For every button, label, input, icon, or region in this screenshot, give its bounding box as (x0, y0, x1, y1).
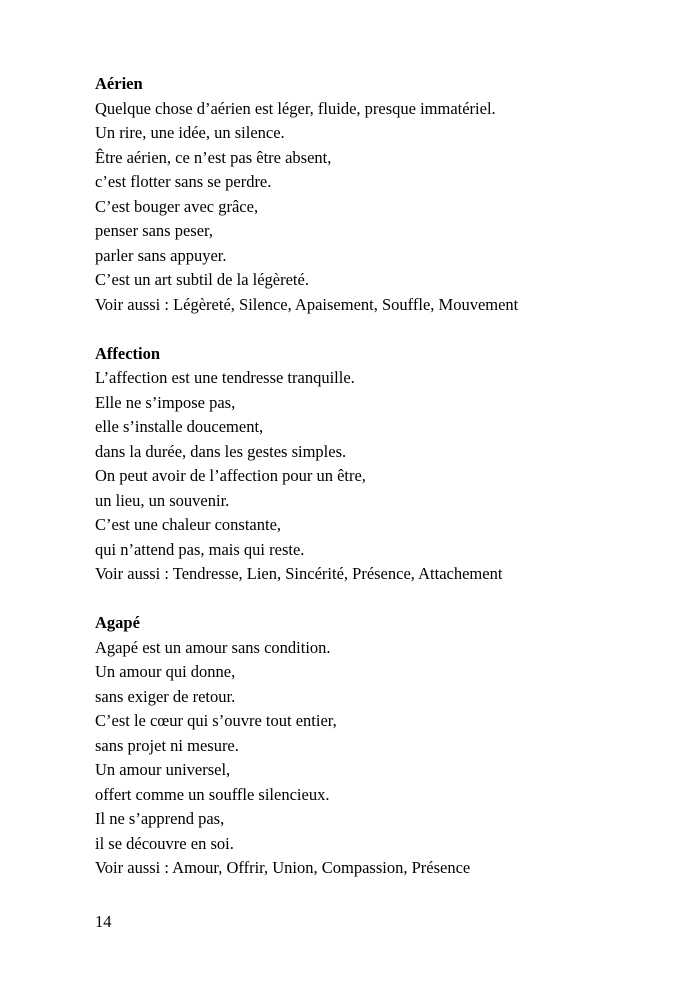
entry-line: Elle ne s’impose pas, (95, 392, 236, 412)
entry-line: Un rire, une idée, un silence. (95, 123, 285, 142)
entry-term: Agapé (95, 613, 140, 632)
entry-line: un lieu, un souvenir. (95, 490, 230, 510)
entry-line: parler sans appuyer. (95, 245, 227, 265)
entry-line: penser sans peser, (95, 221, 214, 240)
entry-line: C’est un art subtil de la légèreté. (95, 270, 309, 289)
entry-line: c’est flotter sans se perdre. (95, 172, 272, 191)
dictionary-entry-agape (95, 611, 640, 881)
entry-line: offert comme un souffle silencieux. (95, 784, 330, 804)
entry-line: Il ne s’apprend pas, (95, 809, 225, 828)
entry-term: Aérien (95, 74, 143, 93)
dictionary-entry-aerien (95, 72, 640, 317)
entry-line: Un amour universel, (95, 760, 231, 779)
entry-line: qui n’attend pas, mais qui reste. (95, 539, 305, 559)
entry-line: sans exiger de retour. (95, 686, 236, 706)
entry-line: Quelque chose d’aérien est léger, fluide, presque immatériel. (95, 98, 496, 118)
entry-line: sans projet ni mesure. (95, 735, 239, 755)
entry-line: Être aérien, ce n’est pas être absent, (95, 147, 332, 167)
dictionary-entry-affection (95, 342, 640, 587)
entry-line: dans la durée, dans les gestes simples. (95, 441, 347, 461)
page-content (95, 72, 640, 905)
entry-line: C’est le cœur qui s’ouvre tout entier, (95, 711, 337, 730)
entry-line: Un amour qui donne, (95, 662, 236, 681)
see-also-line: Voir aussi : Légèreté, Silence, Apaisement, Souffle, Mouvement (95, 294, 519, 314)
entry-line: il se découvre en soi. (95, 833, 234, 853)
entry-line: L’affection est une tendresse tranquille. (95, 368, 355, 387)
entry-term: Affection (95, 343, 161, 363)
entry-line: C’est bouger avec grâce, (95, 196, 259, 216)
entry-line: On peut avoir de l’affection pour un être, (95, 466, 366, 485)
see-also-line: Voir aussi : Tendresse, Lien, Sincérité, Présence, Attachement (95, 564, 503, 583)
entry-line: Agapé est un amour sans condition. (95, 637, 331, 657)
page-number: 14 (95, 912, 112, 931)
entry-line: C’est une chaleur constante, (95, 515, 282, 534)
see-also-line: Voir aussi : Amour, Offrir, Union, Compassion, Présence (95, 858, 471, 877)
entry-line: elle s’installe doucement, (95, 417, 264, 436)
